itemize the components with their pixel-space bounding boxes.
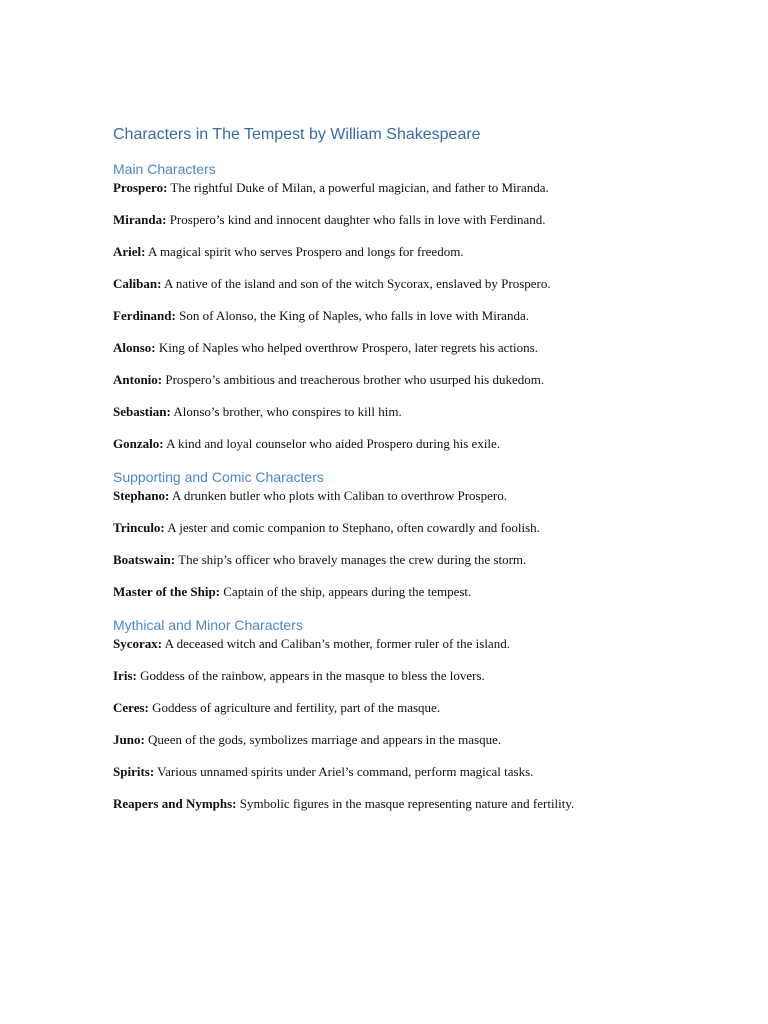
character-description: Prospero’s ambitious and treacherous brother who usurped his dukedom. [162, 372, 545, 387]
character-entry [113, 243, 713, 275]
character-description: Prospero’s kind and innocent daughter who falls in love with Ferdinand. [166, 212, 546, 227]
character-name: Sycorax: [113, 636, 163, 651]
character-entry [113, 763, 713, 795]
character-name: Stephano: [113, 488, 170, 503]
character-entry [113, 371, 713, 403]
character-description: A jester and comic companion to Stephano, often cowardly and foolish. [164, 520, 540, 535]
character-description: Alonso’s brother, who conspires to kill him. [170, 404, 402, 419]
character-name: Ariel: [113, 244, 146, 259]
character-name: Sebastian: [113, 404, 171, 419]
character-name: Prospero: [113, 180, 168, 195]
character-name: Reapers and Nymphs: [113, 796, 237, 811]
character-name: Ferdinand: [113, 308, 176, 323]
character-name: Antonio: [113, 372, 163, 387]
character-description: Queen of the gods, symbolizes marriage and appears in the masque. [144, 732, 502, 747]
character-entry [113, 731, 713, 763]
character-name: Ceres: [113, 700, 149, 715]
character-description: Son of Alonso, the King of Naples, who falls in love with Miranda. [175, 308, 529, 323]
character-name: Caliban: [113, 276, 162, 291]
character-name: Iris: [113, 668, 137, 683]
character-description: A deceased witch and Caliban’s mother, former ruler of the island. [162, 636, 510, 651]
character-name: Miranda: [113, 212, 167, 227]
character-name: Master of the Ship: [113, 584, 221, 599]
character-entry [113, 339, 713, 371]
character-name: Juno: [113, 732, 145, 747]
character-entry [113, 699, 713, 731]
character-description: The ship’s officer who bravely manages the crew during the storm. [175, 552, 527, 567]
character-description: A drunken butler who plots with Caliban to overthrow Prospero. [169, 488, 507, 503]
character-description: Goddess of agriculture and fertility, part of the masque. [148, 700, 441, 715]
character-entry [113, 275, 713, 307]
character-description: King of Naples who helped overthrow Prospero, later regrets his actions. [155, 340, 538, 355]
character-entry [113, 795, 713, 827]
character-entry [113, 435, 713, 467]
character-entry [113, 179, 713, 211]
character-entry [113, 635, 713, 667]
section-heading: Mythical and Minor Characters [113, 617, 303, 633]
character-entry [113, 583, 713, 615]
section-heading: Main Characters [113, 161, 216, 177]
character-entry [113, 551, 713, 583]
character-description: Various unnamed spirits under Ariel’s command, perform magical tasks. [154, 764, 534, 779]
character-description: Goddess of the rainbow, appears in the masque to bless the lovers. [136, 668, 485, 683]
character-entry [113, 487, 713, 519]
character-entry [113, 307, 713, 339]
character-name: Gonzalo: [113, 436, 164, 451]
character-entry [113, 211, 713, 243]
character-description: Captain of the ship, appears during the tempest. [220, 584, 472, 599]
character-name: Spirits: [113, 764, 155, 779]
character-name: Trinculo: [113, 520, 165, 535]
document-page [113, 124, 713, 827]
character-name: Alonso: [113, 340, 156, 355]
character-entry [113, 667, 713, 699]
section-supporting-characters [113, 467, 713, 615]
character-description: Symbolic figures in the masque representing nature and fertility. [236, 796, 575, 811]
character-entry [113, 403, 713, 435]
character-name: Boatswain: [113, 552, 176, 567]
section-heading: Supporting and Comic Characters [113, 469, 324, 485]
character-description: The rightful Duke of Milan, a powerful magician, and father to Miranda. [167, 180, 549, 195]
character-description: A kind and loyal counselor who aided Prospero during his exile. [163, 436, 501, 451]
character-entry [113, 519, 713, 551]
page-title: Characters in The Tempest by William Shakespeare [113, 126, 481, 143]
section-main-characters [113, 159, 713, 467]
section-mythical-characters [113, 615, 713, 827]
character-description: A native of the island and son of the witch Sycorax, enslaved by Prospero. [161, 276, 551, 291]
character-description: A magical spirit who serves Prospero and longs for freedom. [145, 244, 464, 259]
